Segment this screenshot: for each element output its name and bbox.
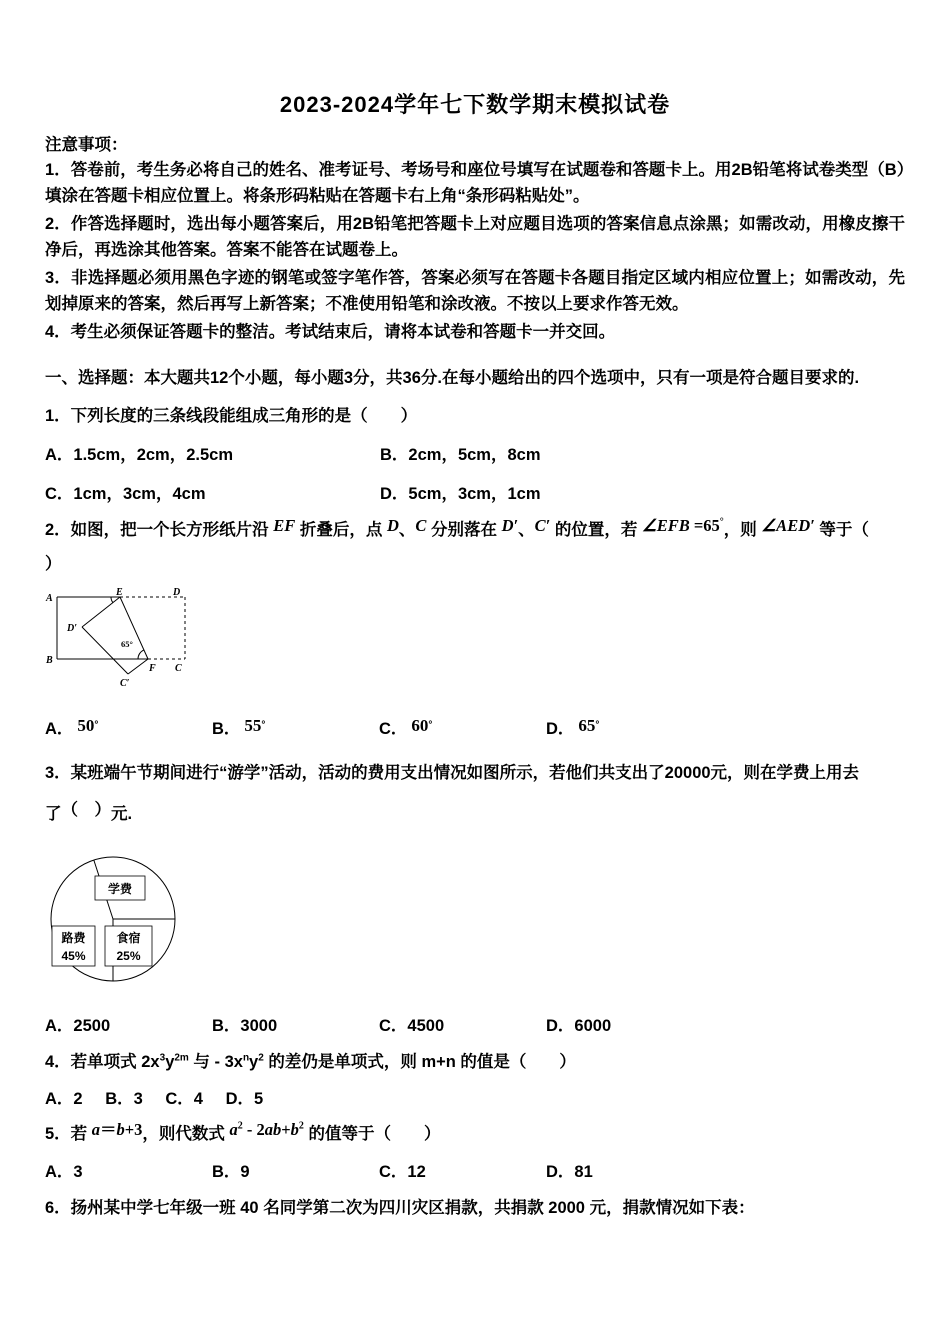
question-3 <box>45 761 905 1035</box>
q5-option-b: B．9 <box>212 1162 250 1181</box>
q1-text: 1．下列长度的三条线段能组成三角形的是（ ） <box>45 406 418 425</box>
q6-text: 6．扬州某中学七年级一班 40 名同学第二次为四川灾区捐款，共捐款 2000 元，捐款情况如下表： <box>45 1198 755 1217</box>
figure-label-F: F <box>149 663 156 675</box>
q3-pie-chart <box>48 854 180 986</box>
q2-option-d <box>546 715 905 739</box>
option-value: 55 <box>244 716 262 736</box>
q2-options <box>45 715 905 739</box>
notes-header: 注意事项： <box>45 136 128 154</box>
pie-label-travel-percent: 45% <box>61 948 86 963</box>
figure-label-D: D <box>173 587 181 599</box>
q4-option-a: A．2 <box>45 1090 83 1109</box>
note-4: 4．考生必须保证答题卡的整洁。考试结束后，请将本试卷和答题卡一并交回。 <box>45 323 616 342</box>
q1-option-d: D．5cm，3cm，1cm <box>380 485 541 504</box>
figure-lines <box>57 597 185 674</box>
pie-label-travel: 路费 <box>61 930 86 945</box>
content <box>0 131 950 1221</box>
note-1: 1．答卷前，考生务必将自己的姓名、准考证号、考场号和座位号填写在试题卷和答题卡上。用2B铅笔将试卷类型（B）填涂在答题卡相应位置上。将条形码粘贴在答题卡右上角“条形码粘贴处”。 <box>45 161 905 205</box>
figure-label-C-prime: C′ <box>120 678 130 690</box>
q4-option-d: D．5 <box>225 1090 264 1109</box>
q3-option-c: C．4500 <box>379 1016 445 1035</box>
option-value: 60 <box>411 716 429 736</box>
question-2 <box>45 517 905 739</box>
section1-header: 一、选择题：本大题共12个小题，每小题3分，共36分.在每小题给出的四个选项中，只有一项是符合题目要求的. <box>45 368 860 387</box>
option-label: C． <box>379 720 408 739</box>
q2-text-line2: ） <box>45 554 62 573</box>
q3-option-a: A．2500 <box>45 1016 111 1035</box>
q1-option-b: B．2cm，5cm，8cm <box>380 446 541 465</box>
degree-symbol: ° <box>94 719 99 731</box>
note-2: 2．作答选择题时，选出每小题答案后，用2B铅笔把答题卡上对应题目选项的答案信息点涂黑；如需改动，用橡皮擦干净后，再选涂其他答案。答案不能答在试题卷上。 <box>45 215 905 259</box>
q3-option-b: B．3000 <box>212 1016 278 1035</box>
q1-option-a: A．1.5cm，2cm，2.5cm <box>45 446 234 465</box>
q5-option-a: A．3 <box>45 1162 83 1181</box>
figure-label-angle-65: 65° <box>121 639 133 650</box>
q1-option-c: C．1cm，3cm，4cm <box>45 485 206 504</box>
note-3: 3．非选择题必须用黑色字迹的钢笔或签字笔作答，答案必须写在答题卡各题目指定区域内相应位置上；如需改动，先划掉原来的答案，然后再写上新答案；不准使用铅笔和涂改液。不按以上要求作答无效。 <box>45 269 905 313</box>
figure-label-E: E <box>116 587 123 599</box>
figure-label-A: A <box>46 593 53 605</box>
q3-text-line2: 了（ ）元. <box>45 799 133 823</box>
figure-label-B: B <box>46 655 53 667</box>
q5-option-d: D．81 <box>546 1162 593 1181</box>
question-6 <box>45 1196 905 1222</box>
figure-label-C: C <box>175 663 182 675</box>
option-label: B． <box>212 720 241 739</box>
pie-label-lodging: 食宿 <box>116 930 141 945</box>
q5-option-c: C．12 <box>379 1162 426 1181</box>
q5-options <box>45 1158 905 1182</box>
q4-option-c: C．4 <box>165 1090 203 1109</box>
q2-option-c <box>379 715 546 739</box>
option-label: D． <box>546 720 575 739</box>
degree-symbol: ° <box>428 719 433 731</box>
q2-option-b <box>212 715 379 739</box>
q1-options <box>45 441 905 504</box>
pie-label-tuition: 学费 <box>107 881 133 896</box>
q4-text: 4．若单项式 $2x^3y^{2m}$ 与 - $3x^ny^2$ 的差仍是单项式，则 m+n 的值是（ ） <box>45 1052 576 1071</box>
degree-symbol: ° <box>261 719 266 731</box>
degree-symbol: ° <box>595 719 600 731</box>
figure-label-D-prime: D′ <box>67 623 78 635</box>
q2-text-line1: 2．如图，把一个长方形纸片沿 EF 折叠后，点 D、C 分别落在 D′、C′ 的位置，若 ∠EFB =65°，则 ∠AED′ 等于（ <box>45 516 869 540</box>
q3-option-d: D．6000 <box>546 1016 612 1035</box>
page-title: 2023-2024学年七下数学期末模拟试卷 <box>279 92 671 117</box>
option-value: 50 <box>77 716 95 736</box>
question-5 <box>45 1121 905 1182</box>
option-label: A． <box>45 720 74 739</box>
q4-option-b: B．3 <box>105 1090 143 1109</box>
q2-fold-figure <box>45 587 210 699</box>
q3-options <box>45 1012 905 1036</box>
question-4 <box>45 1050 905 1110</box>
q4-options <box>45 1085 905 1109</box>
pie-label-lodging-percent: 25% <box>116 948 141 963</box>
q5-text: 5．若 a＝b+3，则代数式 $a^2 - 2ab+b^2$ 的值等于（ ） <box>45 1120 441 1144</box>
question-1 <box>45 404 905 505</box>
q3-text-line1: 3．某班端午节期间进行“游学”活动，活动的费用支出情况如图所示，若他们共支出了20000元，则在学费上用去 <box>45 764 860 783</box>
q2-option-a <box>45 715 212 739</box>
option-value: 65 <box>578 716 596 736</box>
